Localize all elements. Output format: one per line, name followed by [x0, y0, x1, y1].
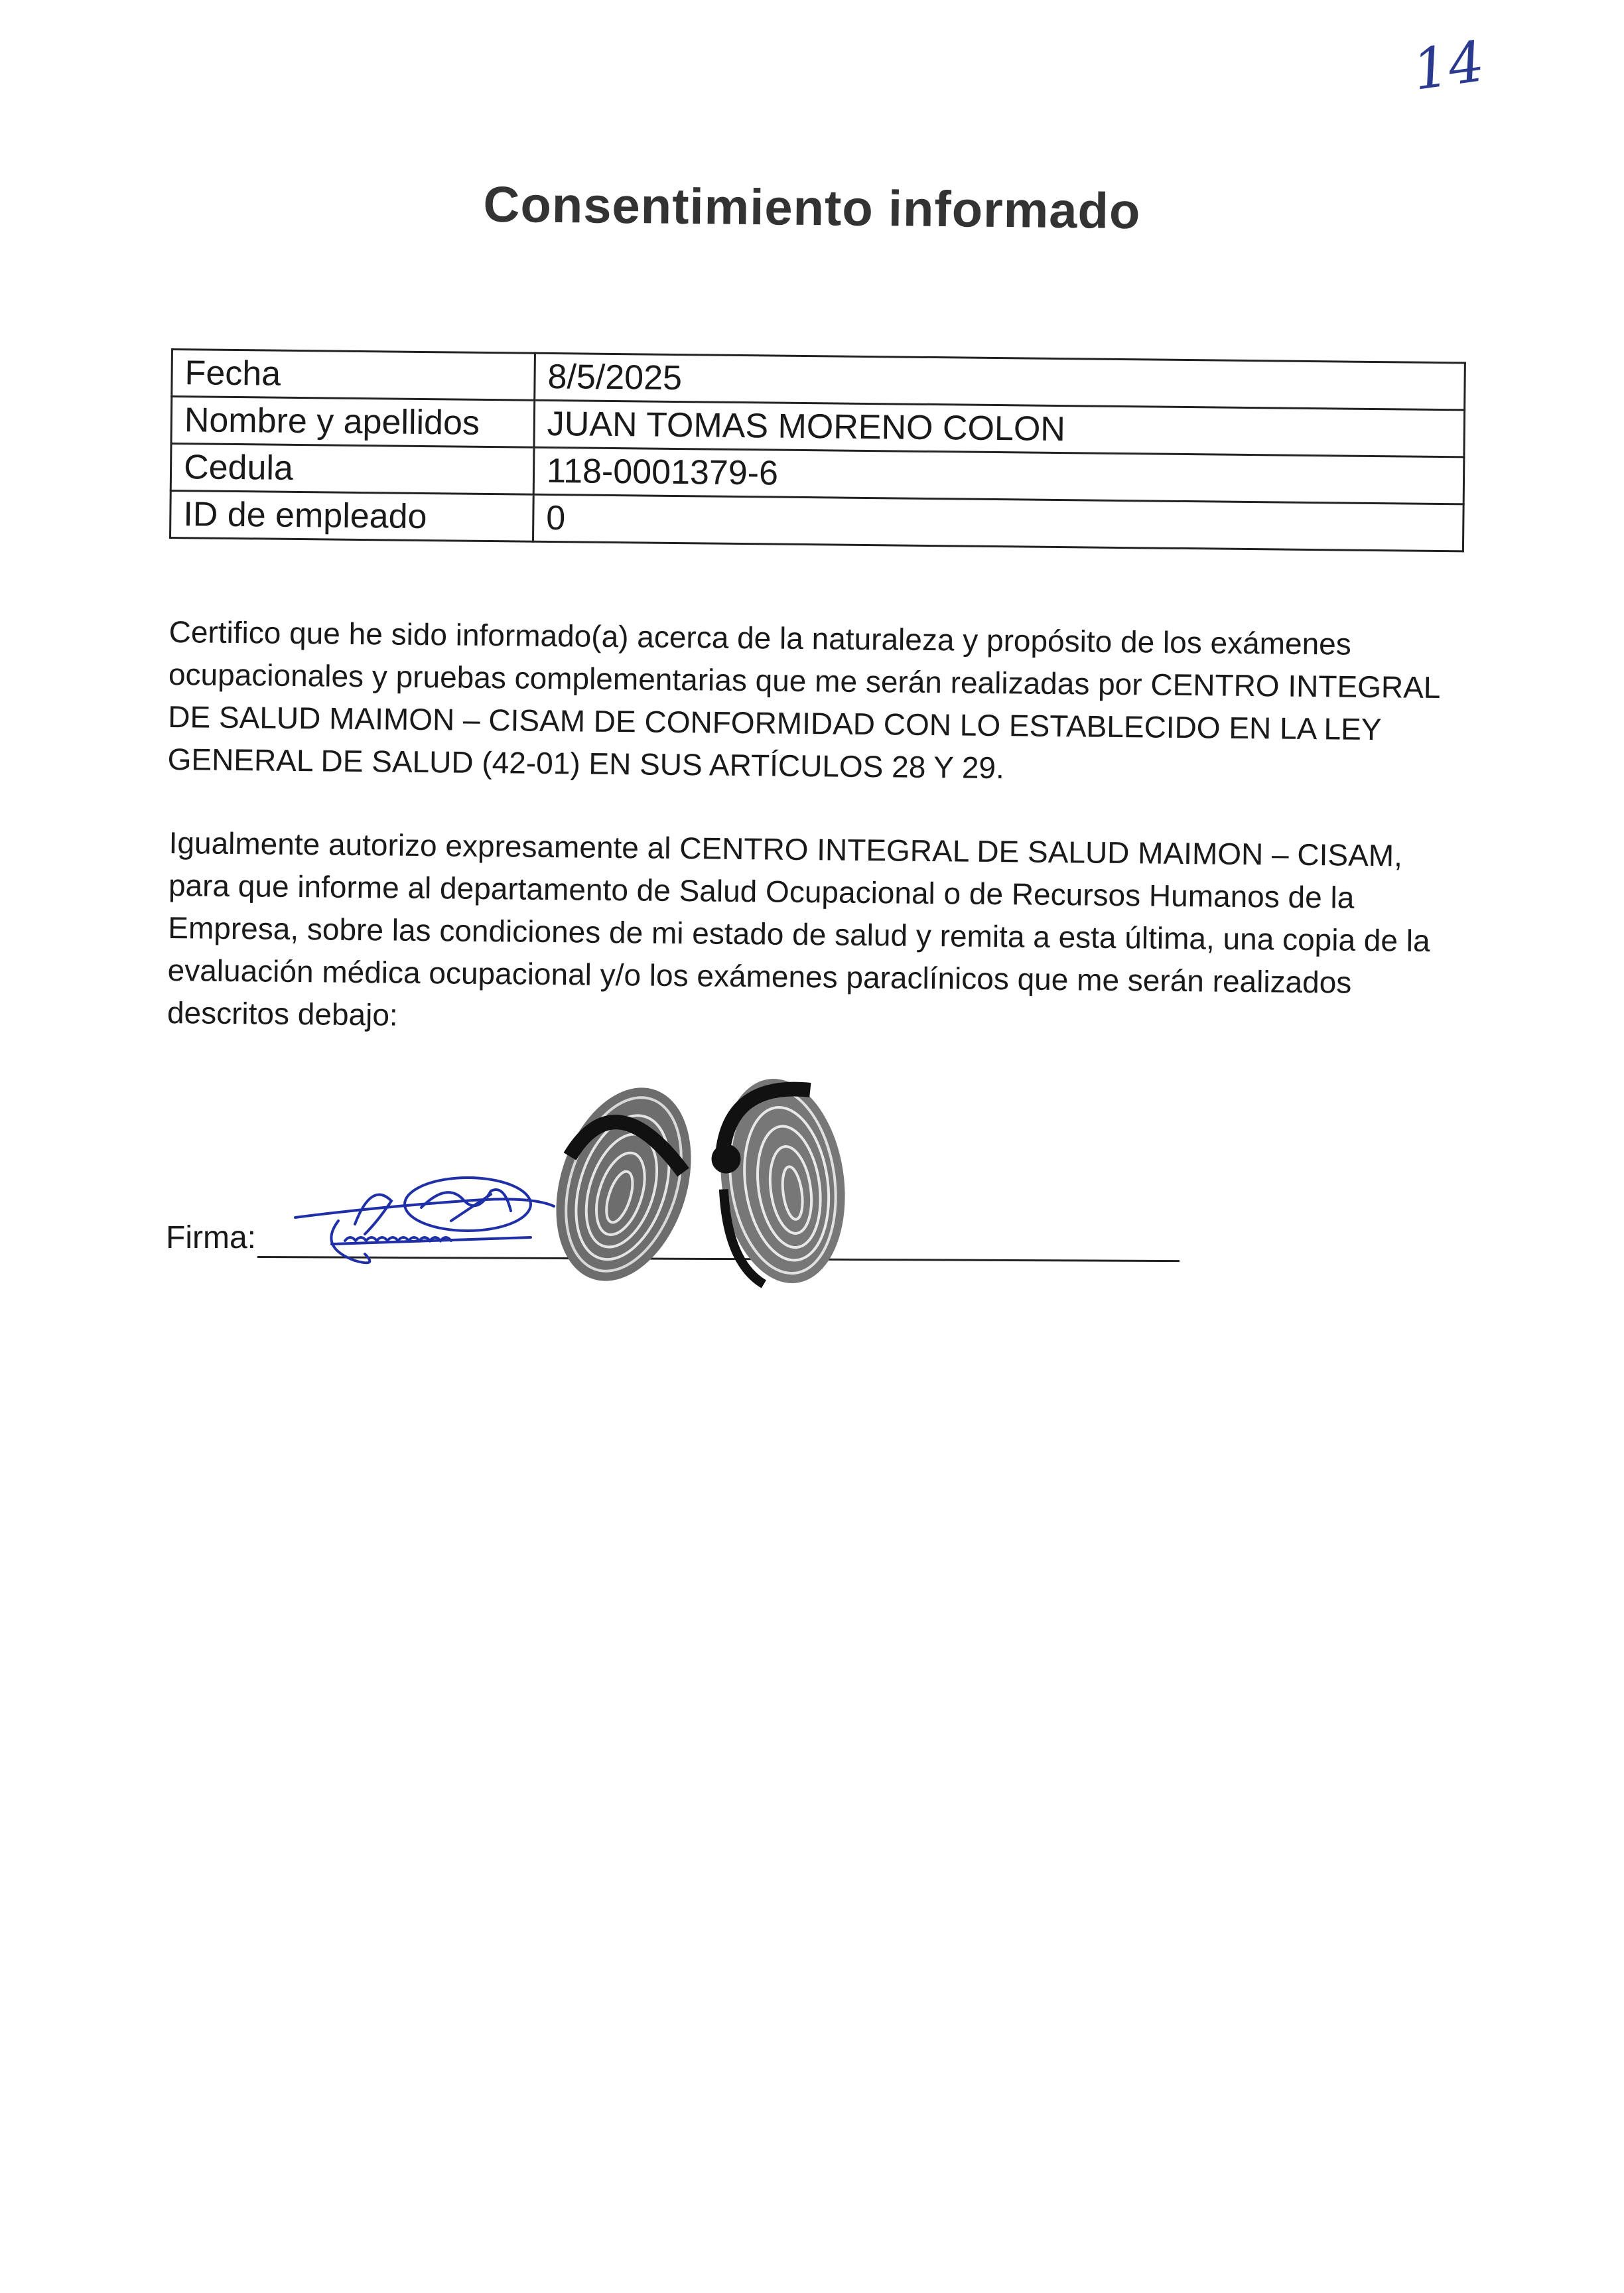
table-value-cedula: 118-0001379-6: [533, 447, 1464, 504]
info-table: [169, 348, 1466, 552]
signature-label: Firma:: [166, 1220, 256, 1255]
table-label-nombre: Nombre y apellidos: [171, 397, 535, 448]
table-label-fecha: Fecha: [172, 350, 535, 401]
handwritten-signature: [292, 1154, 571, 1287]
table-value-fecha: 8/5/2025: [535, 353, 1465, 410]
table-label-cedula: Cedula: [170, 444, 534, 495]
fingerprint-right: [703, 1068, 862, 1294]
consent-paragraph-1: Certifico que he sido informado(a) acerca de la naturaleza y propósito de los exámenes ocupacionales y pruebas complementarias que me serán realizadas por CENTRO INTEGRAL DE SALUD MAIMON – CISAM DE CONFORMIDAD CON LO ESTABLECIDO EN LA LEY GENERAL DE SALUD (42-01) EN SUS ARTÍCULOS 28 Y 29.: [167, 614, 1440, 786]
table-value-nombre: JUAN TOMAS MORENO COLON: [534, 400, 1465, 457]
fingerprint-left: [544, 1075, 703, 1294]
table-label-id-empleado: ID de empleado: [170, 491, 534, 542]
table-value-id-empleado: 0: [533, 494, 1463, 551]
consent-paragraph-2: Igualmente autorizo expresamente al CENTRO INTEGRAL DE SALUD MAIMON – CISAM, para que informe al departamento de Salud Ocupacional o de Recursos Humanos de la Empresa, sobre las condiciones de mi estado de salud y remita a esta última, una copia de la evaluación médica ocupacional y/o los exámenes paraclínicos que me serán realizados descritos debajo:: [167, 825, 1430, 1032]
document-title: Consentimiento informado: [483, 176, 1141, 240]
page-number: 14: [1408, 29, 1489, 103]
